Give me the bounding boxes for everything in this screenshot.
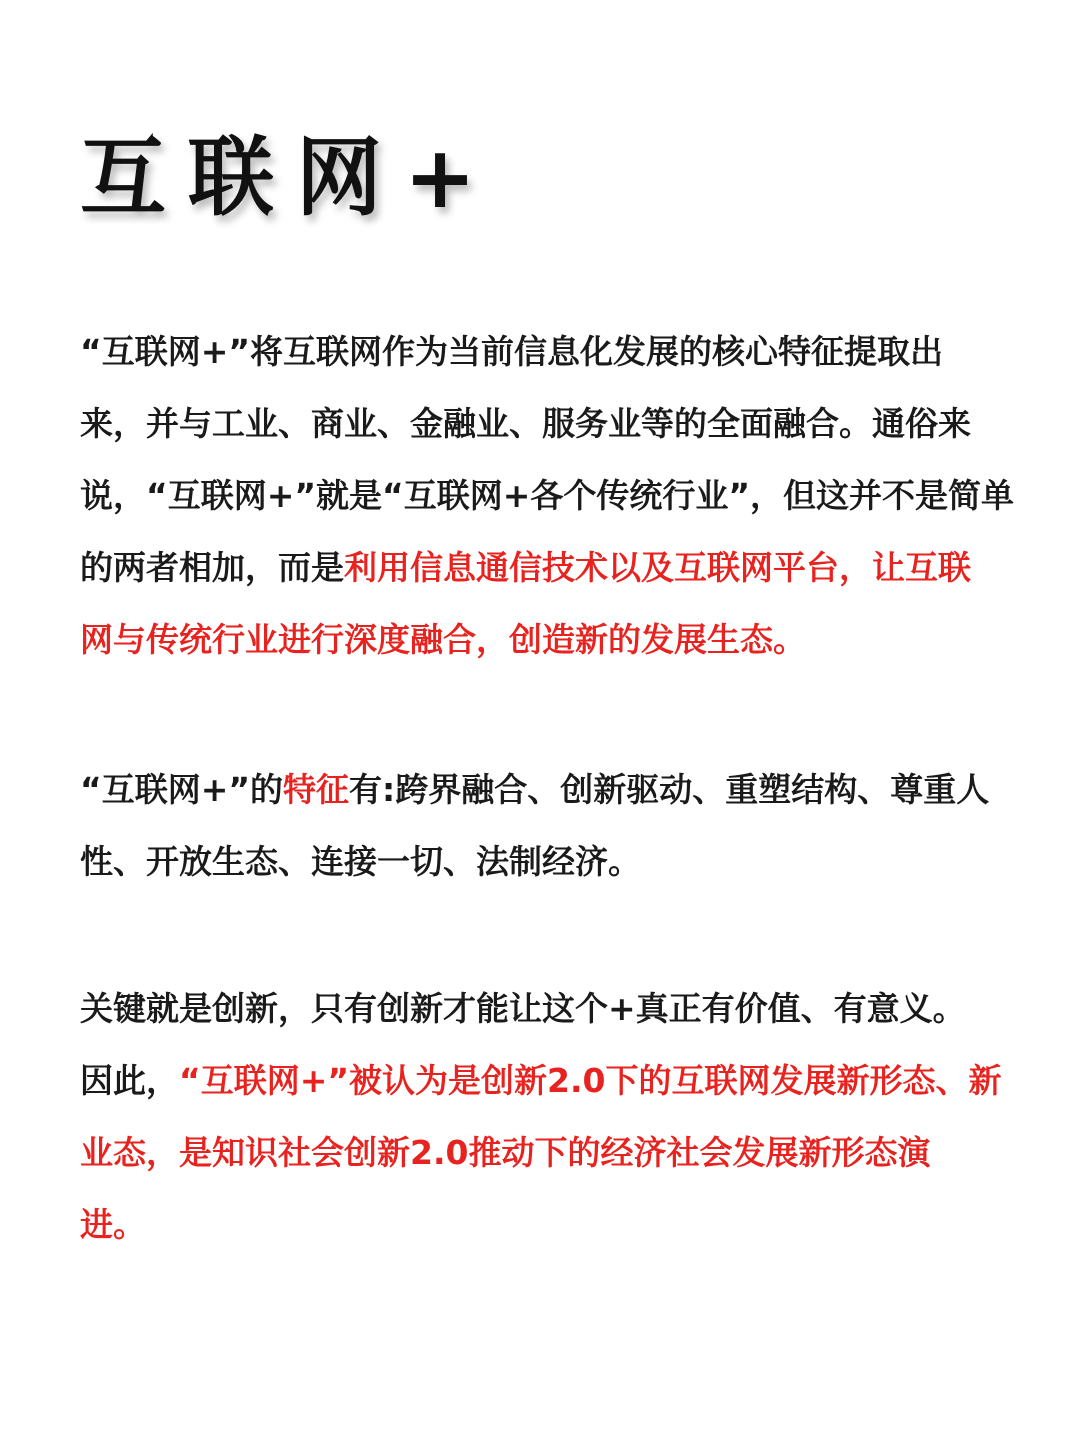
text-normal: 因此， bbox=[80, 1061, 179, 1100]
text-highlight: “互联网+”被认为是创新2.0下的互联网发展新形态、新 bbox=[179, 1061, 1002, 1100]
paragraph-line: 关键就是创新，只有创新才能让这个+真正有价值、有意义。 bbox=[80, 989, 966, 1028]
page-title: 互联网+ bbox=[80, 128, 499, 228]
paragraph-features bbox=[80, 754, 1010, 898]
text-normal: 有:跨界融合、创新驱动、重塑结构、尊重人 bbox=[349, 770, 990, 809]
text-highlight: 业态，是知识社会创新2.0推动下的经济社会发展新形态演 bbox=[80, 1133, 931, 1172]
paragraph-line: 性、开放生态、连接一切、法制经济。 bbox=[80, 842, 641, 881]
paragraph-definition bbox=[80, 316, 1015, 676]
text-highlight: 特征 bbox=[283, 770, 350, 809]
paragraph-line bbox=[80, 754, 1010, 826]
paragraph-line: “互联网+”将互联网作为当前信息化发展的核心特征提取出 bbox=[80, 332, 944, 371]
text-highlight: 进。 bbox=[80, 1205, 146, 1244]
text-highlight: 网与传统行业进行深度融合，创造新的发展生态。 bbox=[80, 620, 806, 659]
paragraph-line bbox=[80, 1045, 1010, 1117]
paragraph-line: 说，“互联网+”就是“互联网+各个传统行业”，但这并不是简单 bbox=[80, 476, 1015, 515]
paragraph-line: 来，并与工业、商业、金融业、服务业等的全面融合。通俗来 bbox=[80, 404, 971, 443]
text-normal: “互联网+”的 bbox=[80, 770, 284, 809]
paragraph-line bbox=[80, 532, 1010, 604]
paragraph-innovation bbox=[80, 973, 1010, 1261]
text-highlight: 利用信息通信技术以及互联网平台，让互联 bbox=[344, 548, 971, 587]
text-normal: 的两者相加，而是 bbox=[80, 548, 344, 587]
